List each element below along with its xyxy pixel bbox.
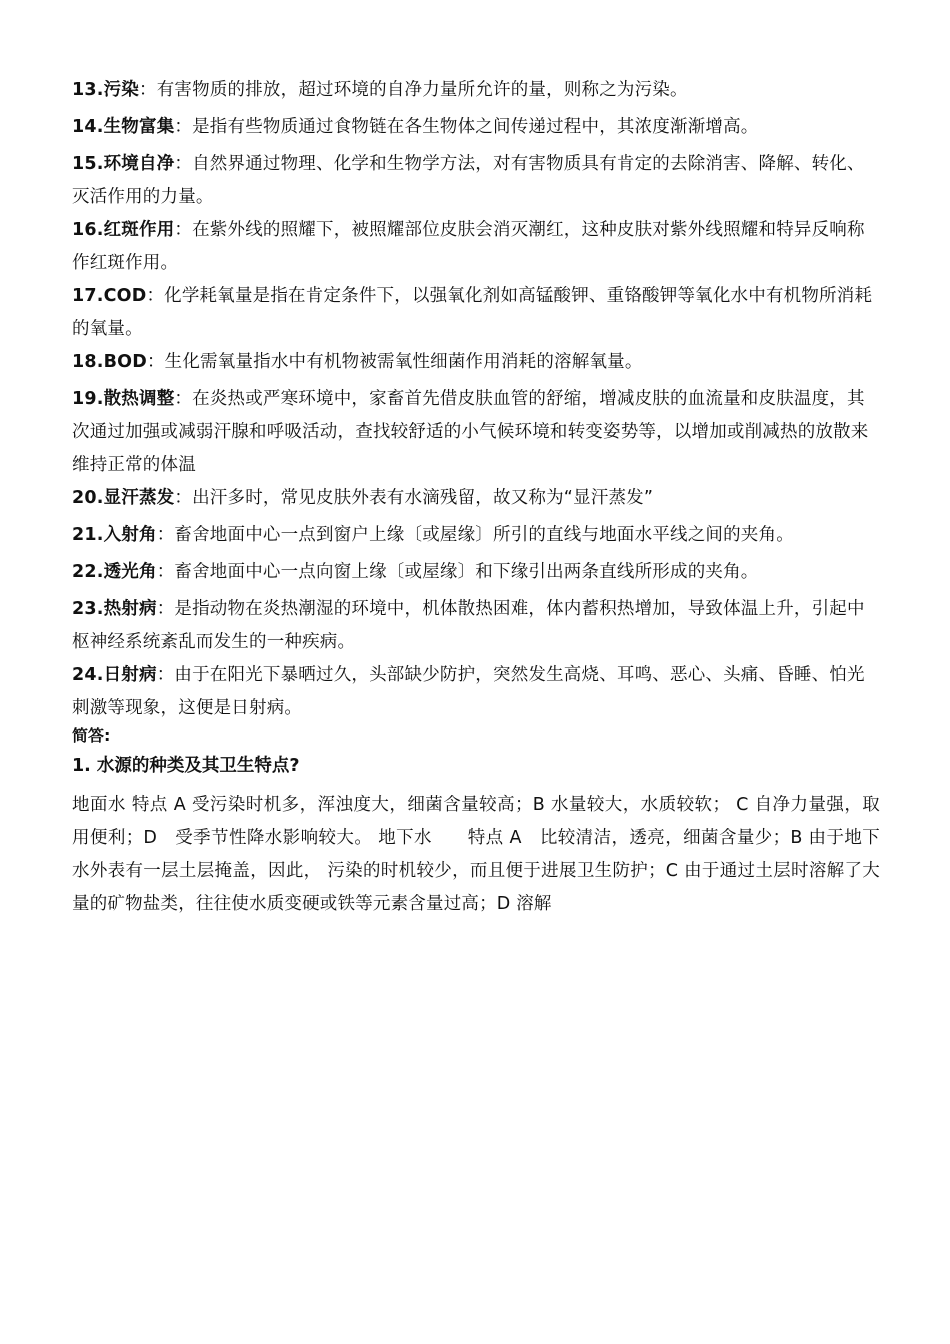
definition-text: 在炎热或严寒环境中，家畜首先借皮肤血管的舒缩，增减皮肤的血流量和皮肤温度，其次通过加强或减弱汗腺和呼吸活动，查找较舒适的小气候环境和转变姿势等，以增加或削减热的放散来维持正常的体温 <box>72 389 869 475</box>
definition-separator: ： <box>174 488 193 508</box>
definition-term: 24.日射病 <box>72 665 157 685</box>
definition-separator: ： <box>139 80 157 100</box>
definition-term: 22.透光角 <box>72 562 157 582</box>
definition-text: 化学耗氧量是指在肯定条件下，以强氧化剂如高锰酸钾、重铬酸钾等氧化水中有机物所消耗的氧量。 <box>72 286 873 339</box>
definition-24 <box>72 659 880 725</box>
definition-term: 21.入射角 <box>72 525 157 545</box>
document-page <box>72 74 880 939</box>
definition-term: 16.红斑作用 <box>72 220 175 240</box>
definition-text: 畜舍地面中心一点到窗户上缘〔或屋缘〕所引的直线与地面水平线之间的夹角。 <box>174 525 794 545</box>
definition-term: 20.显汗蒸发 <box>72 488 175 508</box>
definition-separator: ： <box>146 286 165 306</box>
definition-text: 畜舍地面中心一点向窗上缘〔或屋缘〕和下缘引出两条直线所形成的夹角。 <box>174 562 759 582</box>
definition-separator: ： <box>156 562 175 582</box>
definition-text: 自然界通过物理、化学和生物学方法，对有害物质具有肯定的去除消害、降解、转化、灭活作用的力量。 <box>72 154 865 207</box>
definition-separator: ： <box>174 117 193 137</box>
definition-23 <box>72 593 880 659</box>
definition-separator: ： <box>156 665 175 685</box>
definition-separator: ： <box>174 389 193 409</box>
definition-15 <box>72 148 880 214</box>
definition-13 <box>72 74 880 107</box>
definition-term: 13.污染 <box>72 80 140 100</box>
definition-22 <box>72 556 880 589</box>
definition-14 <box>72 111 880 144</box>
definition-separator: ： <box>174 220 193 240</box>
definition-term: 18.BOD <box>72 352 147 372</box>
definition-text: 出汗多时，常见皮肤外表有水滴残留，故又称为“显汗蒸发” <box>192 488 654 508</box>
definition-text: 是指有些物质通过食物链在各生物体之间传递过程中，其浓度渐渐增高。 <box>192 117 759 137</box>
definition-20 <box>72 482 880 515</box>
definition-separator: ： <box>156 599 175 619</box>
definition-term: 23.热射病 <box>72 599 157 619</box>
definition-17 <box>72 280 880 346</box>
question-heading: 1. 水源的种类及其卫生特点? <box>72 756 300 776</box>
definition-16 <box>72 214 880 280</box>
definition-term: 19.散热调整 <box>72 389 175 409</box>
definition-term: 17.COD <box>72 286 147 306</box>
definition-text: 由于在阳光下暴晒过久，头部缺少防护，突然发生高烧、耳鸣、恶心、头痛、昏睡、怕光刺激等现象，这便是日射病。 <box>72 665 865 718</box>
definition-21 <box>72 519 880 552</box>
definition-text: 是指动物在炎热潮湿的环境中，机体散热困难，体内蓄积热增加，导致体温上升，引起中枢神经系统紊乱而发生的一种疾病。 <box>72 599 865 652</box>
definition-19 <box>72 383 880 482</box>
definition-text: 生化需氧量指水中有机物被需氧性细菌作用消耗的溶解氧量。 <box>164 352 643 372</box>
definition-separator: ： <box>146 352 165 372</box>
definition-18 <box>72 346 880 379</box>
definition-separator: ： <box>174 154 193 174</box>
definition-term: 14.生物富集 <box>72 117 175 137</box>
definition-separator: ： <box>156 525 175 545</box>
definition-text: 在紫外线的照耀下，被照耀部位皮肤会消灭潮红，这种皮肤对紫外线照耀和特异反响称作红斑作用。 <box>72 220 865 273</box>
definition-term: 15.环境自净 <box>72 154 175 174</box>
section-label-short-answer: 简答: <box>72 726 111 745</box>
definition-text: 有害物质的排放，超过环境的自净力量所允许的量，则称之为污染。 <box>156 80 688 100</box>
answer-paragraph: 地面水 特点 A 受污染时机多，浑浊度大，细菌含量较高；B 水量较大，水质较软； C 自净力量强，取用便利；D 受季节性降水影响较大。 地下水 特点 A 比较清洁，透亮，细菌含量少；B 由于地下水外表有一层土层掩盖，因此， 污染的时机较少，而且便于进展卫生防护；C 由于通过土层时溶解了大量的矿物盐类，往往使水质变硬或铁等元素含量过高；D 溶解 <box>72 795 880 914</box>
